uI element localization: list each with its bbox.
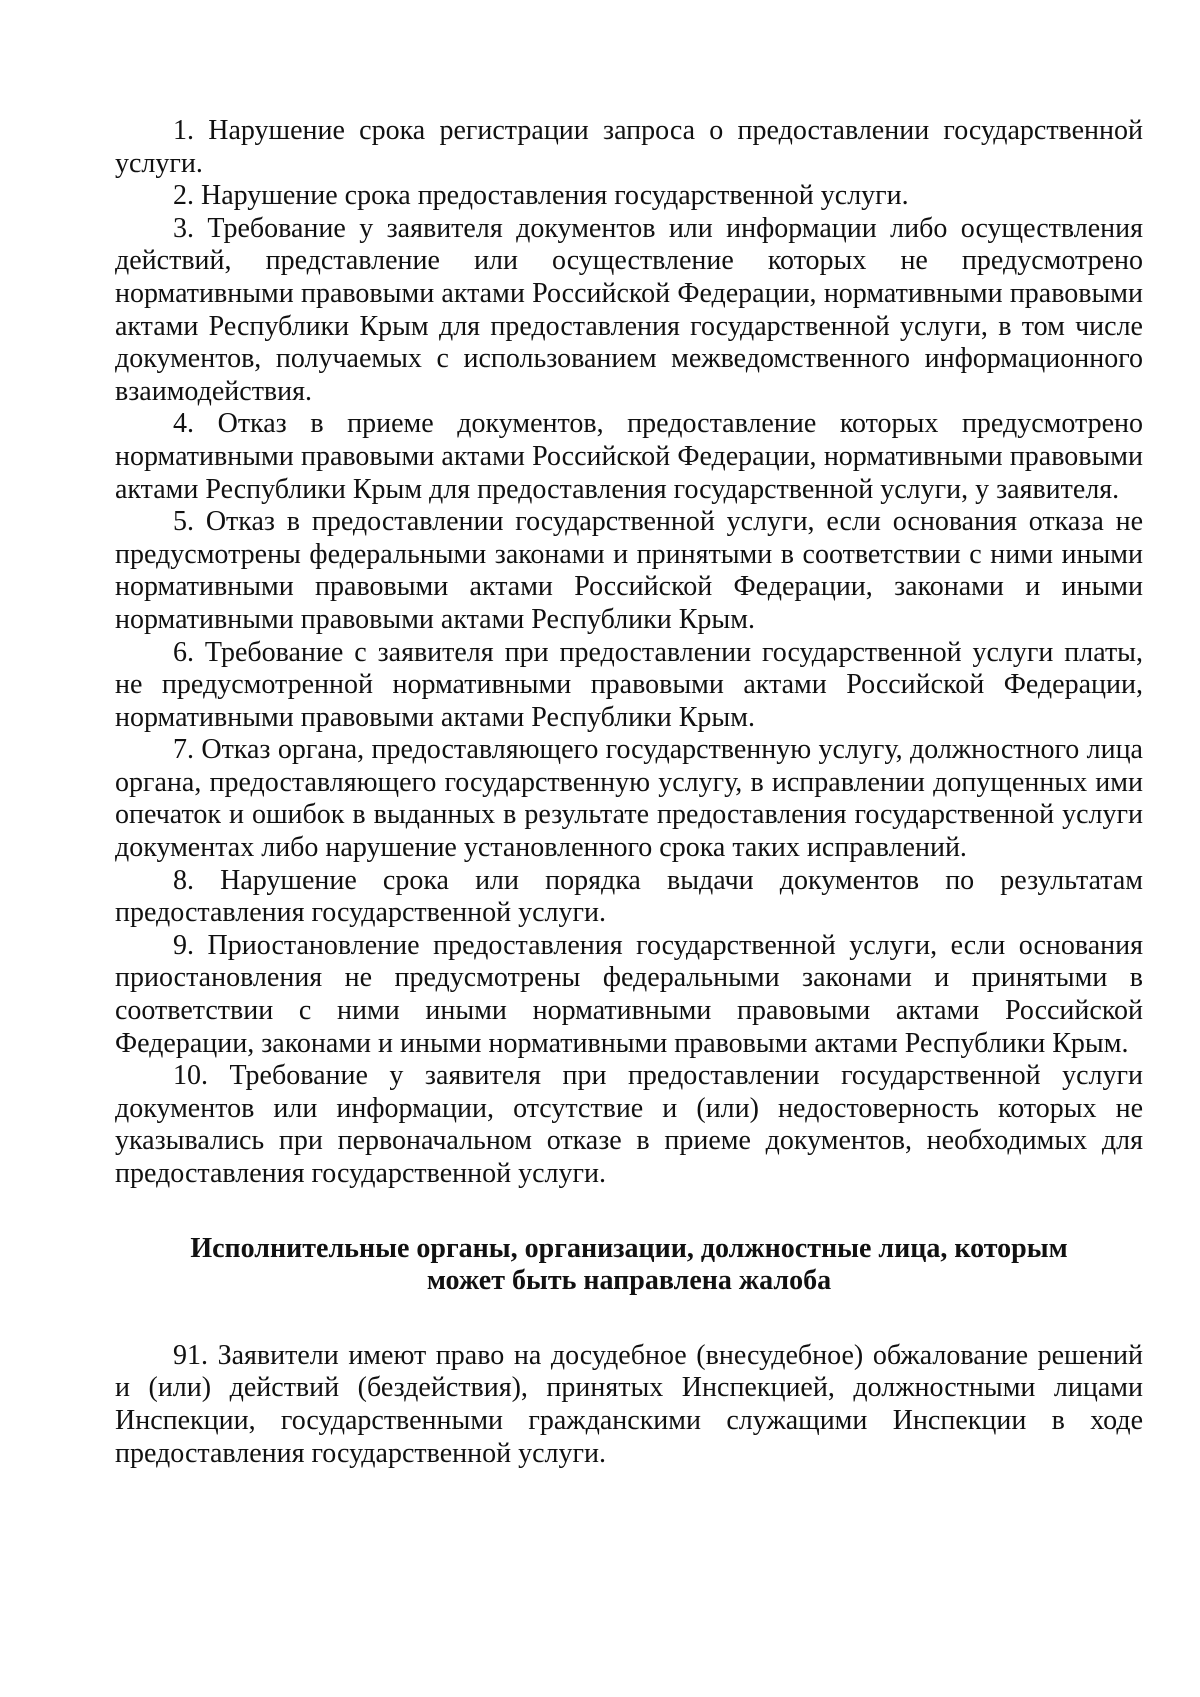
closing-paragraph: 91. Заявители имеют право на досудебное (внесудебное) обжалование решений и (или) действий (бездействия), принятых Инспекцией, должностными лицами Инспекции, государственными гражданскими служащими Инспекции в ходе предоставления государственной услуги. <box>115 1339 1143 1469</box>
list-item: 1. Нарушение срока регистрации запроса о предоставлении государственной услуги. <box>115 115 1143 179</box>
list-item: 2. Нарушение срока предоставления государственной услуги. <box>173 180 909 212</box>
list-item: 10. Требование у заявителя при предоставлении государственной услуги документов или информации, отсутствие и (или) недостоверность которых не указывались при первоначальном отказе в приеме документов, необходимых для предоставления государственной услуги. <box>115 1060 1143 1189</box>
section-heading-line-2: может быть направлена жалоба <box>426 1265 832 1297</box>
list-item: 6. Требование с заявителя при предоставлении государственной услуги платы, не предусмотренной нормативными правовыми актами Российской Федерации, нормативными правовыми актами Республики Крым. <box>115 636 1143 733</box>
list-item: 9. Приостановление предоставления государственной услуги, если основания приостановления не предусмотрены федеральными законами и принятыми в соответствии с ними иными нормативными правовыми актами Российской Федерации, законами и иными нормативными правовыми актами Республики Крым. <box>115 929 1143 1059</box>
list-item: 5. Отказ в предоставлении государственной услуги, если основания отказа не предусмотрены федеральными законами и принятыми в соответствии с ними иными нормативными правовыми актами Российской Федерации, законами и иными нормативными правовыми актами Республики Крым. <box>115 506 1143 635</box>
list-item: 3. Требование у заявителя документов или информации либо осуществления действий, представление или осуществление которых не предусмотрено нормативными правовыми актами Российской Федерации, нормативными правовыми актами Республики Крым для предоставления государственной услуги, в том числе документов, получаемых с использованием межведомственного информационного взаимодействия. <box>115 212 1143 407</box>
section-heading <box>115 1233 1143 1298</box>
list-item: 7. Отказ органа, предоставляющего государственную услугу, должностного лица органа, предоставляющего государственную услугу, в исправлении допущенных ими опечаток и ошибок в выданных в результате предоставления государственной услуги документах либо нарушение установленного срока таких исправлений. <box>115 734 1143 864</box>
list-item: 8. Нарушение срока или порядка выдачи документов по результатам предоставления государственной услуги. <box>115 864 1143 929</box>
document-body <box>115 115 1143 1470</box>
list-item: 4. Отказ в приеме документов, предоставление которых предусмотрено нормативными правовыми актами Российской Федерации, нормативными правовыми актами Республики Крым для предоставления государственной услуги, у заявителя. <box>115 408 1143 505</box>
section-heading-line-1: Исполнительные органы, организации, должностные лица, которым <box>190 1232 1068 1264</box>
